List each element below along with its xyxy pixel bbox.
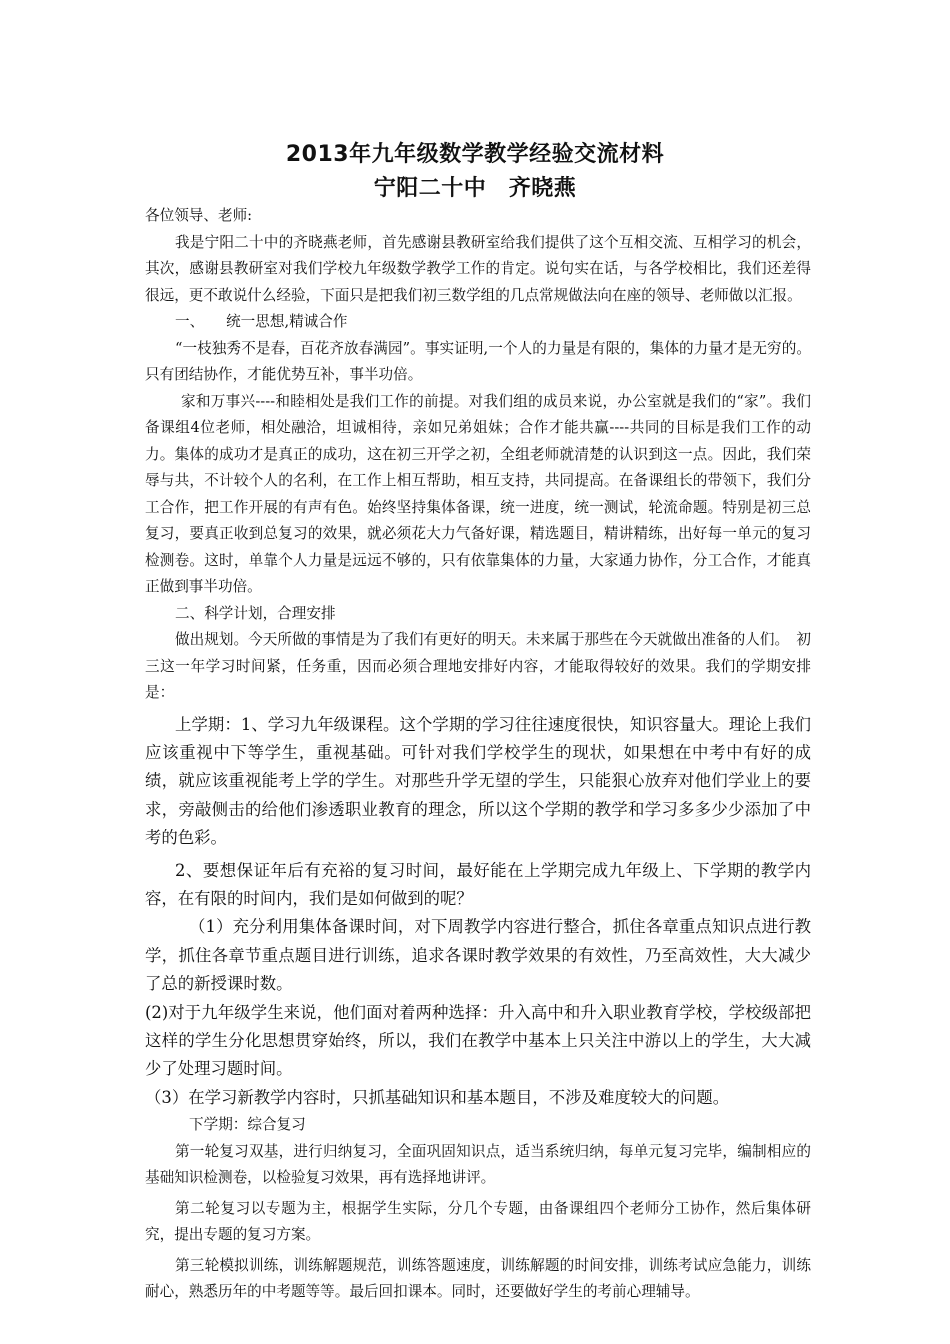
paragraph-quote: “一枝独秀不是春，百花齐放春满园”。事实证明,一个人的力量是有限的，集体的力量才是无穷的。只有团结协作，才能优势互补，事半功倍。 [145, 339, 811, 383]
paragraph-point-2-1: （1）充分利用集体备课时间，对下周教学内容进行整合，抓住各章重点知识点进行教学，抓住各章节重点题目进行训练，追求各课时教学效果的有效性，乃至高效性，大大减少了总的新授课时数。 [145, 917, 811, 994]
paragraph-point-2-3: （3）在学习新教学内容时，只抓基础知识和基本题目，不涉及难度较大的问题。 [145, 1087, 730, 1107]
document-body [145, 203, 811, 1306]
document-subtitle: 宁阳二十中 齐晓燕 [373, 176, 577, 201]
paragraph-point-2: 2、要想保证年后有充裕的复习时间，最好能在上学期完成九年级上、下学期的教学内容，在有限的时间内，我们是如何做到的呢？ [145, 860, 811, 908]
paragraph-round-2: 第二轮复习以专题为主，根据学生实际，分几个专题，由备课组四个老师分工协作，然后集体研究，提出专题的复习方案。 [145, 1199, 811, 1244]
salutation: 各位领导、老师: [145, 207, 253, 224]
paragraph-teamwork: 家和万事兴----和睦相处是我们工作的前提。对我们组的成员来说，办公室就是我们的“家”。我们备课组4位老师，相处融洽，坦诚相待，亲如兄弟姐妹；合作才能共赢----共同的目标是我们工作的动力。集体的成功才是真正的成功，这在初三开学之初，全组老师就清楚的认识到这一点。因此，我们荣辱与共，不计较个人的名利，在工作上相互帮助，相互支持，共同提高。在备课组长的带领下，我们分工合作，把工作开展的有声有色。始终坚持集体备课，统一进度，统一测试，轮流命题。特别是初三总复习，要真正收到总复习的效果，就必须花大力气备好课，精选题目，精讲精练，出好每一单元的复习检测卷。这时，单靠个人力量是远远不够的，只有依靠集体的力量，大家通力协作，分工合作，才能真正做到事半功倍。 [145, 392, 811, 595]
paragraph-first-term: 上学期：1、学习九年级课程。这个学期的学习往往速度很快，知识容量大。理论上我们应该重视中下等学生，重视基础。可针对我们学校学生的现状，如果想在中考中有好的成绩，就应该重视能考上学的学生。对那些升学无望的学生，只能狠心放弃对他们学业上的要求，旁敲侧击的给他们渗透职业教育的理念，所以这个学期的教学和学习多多少少添加了中考的色彩。 [145, 714, 811, 848]
paragraph-round-1: 第一轮复习双基，进行归纳复习，全面巩固知识点，适当系统归纳，每单元复习完毕，编制相应的基础知识检测卷，以检验复习效果，再有选择地讲评。 [145, 1142, 811, 1187]
document-title: 2013年九年级数学教学经验交流材料 [285, 142, 665, 167]
section-heading-1: 一、 统一思想,精诚合作 [175, 313, 348, 330]
paragraph-round-3: 第三轮模拟训练，训练解题规范，训练答题速度，训练解题的时间安排，训练考试应急能力，训练耐心，熟悉历年的中考题等等。最后回扣课本。同时，还要做好学生的考前心理辅导。 [145, 1256, 811, 1301]
paragraph-planning: 做出规划。今天所做的事情是为了我们有更好的明天。未来属于那些在今天就做出准备的人们。 初三这一年学习时间紧，任务重，因而必须合理地安排好内容，才能取得较好的效果。我们的学期安排是： [145, 631, 811, 701]
section-heading-2: 二、科学计划，合理安排 [175, 604, 336, 622]
paragraph-point-2-2: (2)对于九年级学生来说，他们面对着两种选择：升入高中和升入职业教育学校，学校级部把这样的学生分化思想贯穿始终，所以，我们在教学中基本上只关注中游以上的学生，大大减少了处理习题时间。 [145, 1002, 811, 1079]
paragraph-second-term: 下学期：综合复习 [189, 1116, 306, 1134]
paragraph-intro: 我是宁阳二十中的齐晓燕老师，首先感谢县教研室给我们提供了这个互相交流、互相学习的机会，其次，感谢县教研室对我们学校九年级数学教学工作的肯定。说句实在话，与各学校相比，我们还差得很远，更不敢说什么经验，下面只是把我们初三数学组的几点常规做法向在座的领导、老师做以汇报。 [145, 233, 811, 304]
